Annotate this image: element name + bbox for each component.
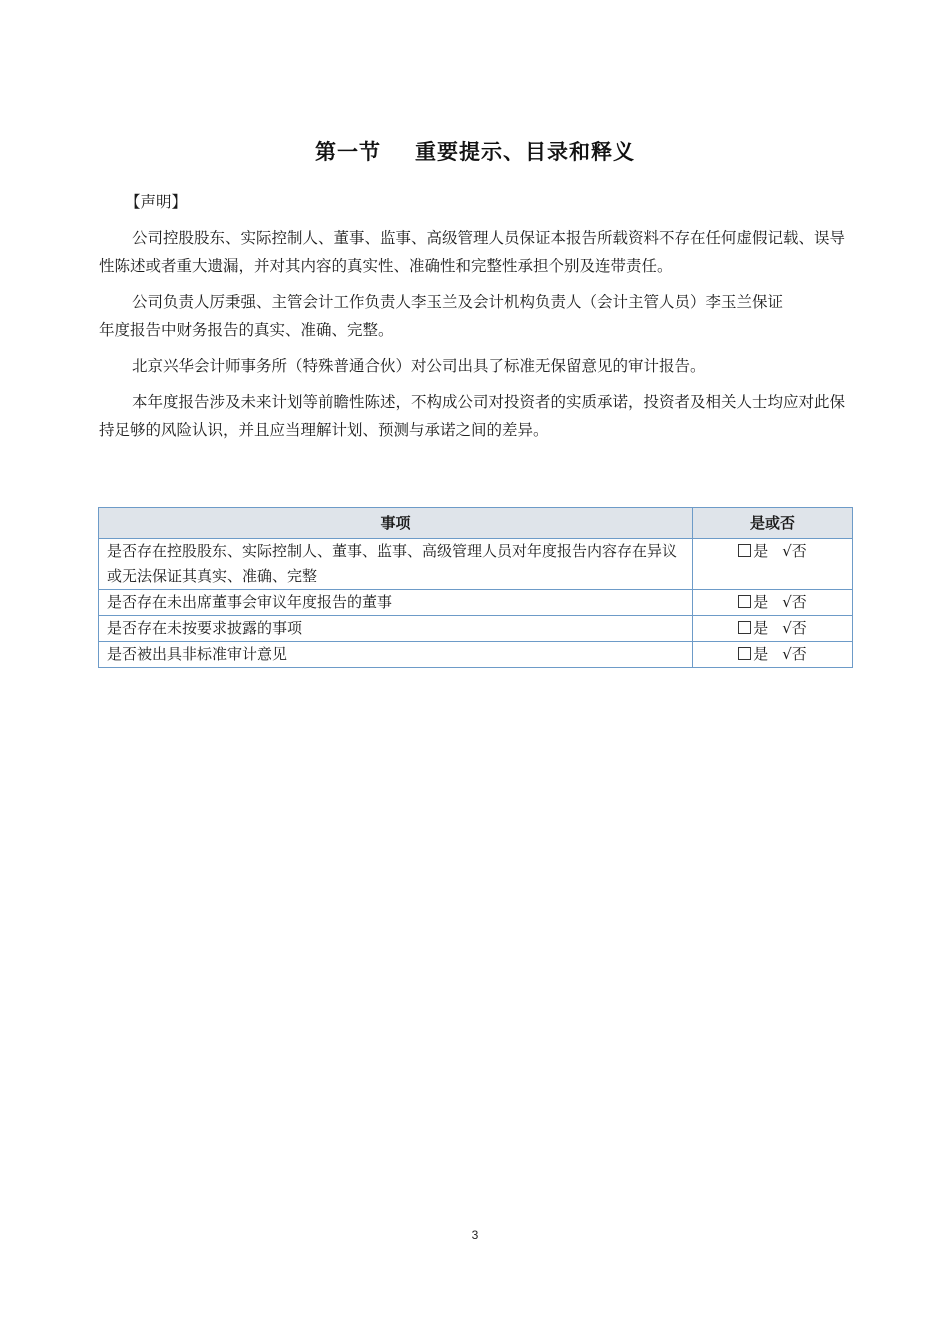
table-row bbox=[99, 642, 853, 668]
header-yes-no: 是或否 bbox=[693, 508, 853, 539]
table-row bbox=[99, 539, 853, 590]
statement-paragraph: 本年度报告涉及未来计划等前瞻性陈述，不构成公司对投资者的实质承诺，投资者及相关人士均应对此保持足够的风险认识，并且应当理解计划、预测与承诺之间的差异。 bbox=[99, 393, 846, 439]
yes-label: 是 bbox=[753, 619, 769, 637]
statement-paragraph: 公司负责人厉秉强、主管会计工作负责人李玉兰及会计机构负责人（会计主管人员）李玉兰保证 bbox=[132, 293, 784, 311]
section-title bbox=[0, 136, 950, 166]
statement-paragraph: 公司控股股东、实际控制人、董事、监事、高级管理人员保证本报告所载资料不存在任何虚假记载、误导性陈述或者重大遗漏，并对其内容的真实性、准确性和完整性承担个别及连带责任。 bbox=[99, 229, 846, 275]
row-answer bbox=[693, 590, 853, 616]
no-checked-label: √否 bbox=[782, 619, 807, 637]
checkbox-icon bbox=[738, 595, 751, 608]
statement-heading: 【声明】 bbox=[125, 193, 188, 211]
row-item: 是否存在控股股东、实际控制人、董事、监事、高级管理人员对年度报告内容存在异议或无法保证其真实、准确、完整 bbox=[99, 539, 693, 590]
checkbox-icon bbox=[738, 621, 751, 634]
yes-label: 是 bbox=[753, 593, 769, 611]
page-number: 3 bbox=[471, 1228, 479, 1242]
statement-section bbox=[99, 188, 855, 452]
row-answer bbox=[693, 642, 853, 668]
table-row bbox=[99, 590, 853, 616]
yes-label: 是 bbox=[753, 542, 769, 560]
section-title-text: 重要提示、目录和释义 bbox=[415, 140, 635, 164]
checkbox-icon bbox=[738, 544, 751, 557]
header-item: 事项 bbox=[99, 508, 693, 539]
section-label: 第一节 bbox=[315, 140, 381, 164]
table-row bbox=[99, 616, 853, 642]
row-answer bbox=[693, 539, 853, 590]
row-item: 是否被出具非标准审计意见 bbox=[99, 642, 693, 668]
row-answer bbox=[693, 616, 853, 642]
no-checked-label: √否 bbox=[782, 542, 807, 560]
checkbox-icon bbox=[738, 647, 751, 660]
yes-label: 是 bbox=[753, 645, 769, 663]
row-item: 是否存在未按要求披露的事项 bbox=[99, 616, 693, 642]
statement-paragraph: 北京兴华会计师事务所（特殊普通合伙）对公司出具了标准无保留意见的审计报告。 bbox=[132, 357, 706, 375]
no-checked-label: √否 bbox=[782, 593, 807, 611]
no-checked-label: √否 bbox=[782, 645, 807, 663]
disclosure-checklist-table bbox=[98, 507, 853, 668]
statement-paragraph-continuation: 年度报告中财务报告的真实、准确、完整。 bbox=[99, 321, 394, 339]
table-header-row bbox=[99, 508, 853, 539]
row-item: 是否存在未出席董事会审议年度报告的董事 bbox=[99, 590, 693, 616]
